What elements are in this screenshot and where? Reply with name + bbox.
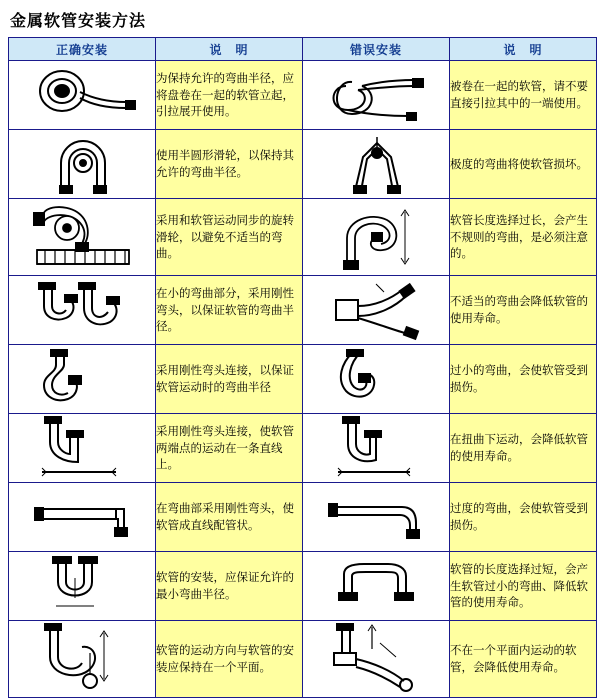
wrong-illustration-cell (303, 552, 450, 621)
table-row (9, 276, 597, 345)
wrong-description: 不适当的弯曲会降低软管的使用寿命。 (450, 276, 597, 345)
straight-pipe-elbow-icon (9, 491, 155, 543)
wrong-illustration-cell (303, 130, 450, 199)
wrong-illustration-cell (303, 621, 450, 698)
correct-description: 软管的安装，应保证允许的最小弯曲半径。 (156, 552, 303, 621)
correct-illustration-cell (9, 414, 156, 483)
correct-description: 使用半圆形滑轮，以保持其允许的弯曲半径。 (156, 130, 303, 199)
sharp-bend-pulley-icon (303, 133, 449, 195)
table-header (9, 38, 597, 61)
correct-illustration-cell (9, 61, 156, 130)
wrong-description: 在扭曲下运动，会降低软管的使用寿命。 (450, 414, 597, 483)
correct-description: 在弯曲部采用刚性弯头，使软管成直线配管状。 (156, 483, 303, 552)
column-header-wrong-desc: 说 明 (450, 38, 597, 61)
rigid-elbow-u-bend-icon (9, 347, 155, 411)
table-row (9, 61, 597, 130)
correct-description: 为保持允许的弯曲半径，应将盘卷在一起的软管立起，引拉展开使用。 (156, 61, 303, 130)
table-body (9, 61, 597, 698)
wrong-illustration-cell (303, 199, 450, 276)
wrong-description: 不在一个平面内运动的软管，会降低使用寿命。 (450, 621, 597, 698)
correct-description: 采用刚性弯头连接，以保证软管运动时的弯曲半径 (156, 345, 303, 414)
wrong-illustration-cell (303, 61, 450, 130)
rigid-elbow-straight-line-icon (9, 416, 155, 480)
wrong-description: 软管的长度选择过短，会产生软管过小的弯曲、降低软管的使用寿命。 (450, 552, 597, 621)
overlong-flat-loop-icon (303, 556, 449, 616)
improper-tight-bend-icon (303, 278, 449, 342)
correct-illustration-cell (9, 552, 156, 621)
too-small-bend-icon (303, 347, 449, 411)
correct-illustration-cell (9, 276, 156, 345)
wrong-description: 极度的弯曲将使软管损坏。 (450, 130, 597, 199)
excessive-bend-icon (303, 491, 449, 543)
wrong-description: 软管长度选择过长，会产生不规则的弯曲，是必须注意的。 (450, 199, 597, 276)
table-header-row (9, 38, 597, 61)
table-row (9, 552, 597, 621)
wrong-illustration-cell (303, 483, 450, 552)
coiled-hose-pulled-icon (303, 66, 449, 124)
min-bend-radius-loop-icon (9, 556, 155, 616)
same-plane-motion-icon (9, 623, 155, 695)
column-header-wrong-install: 错误安装 (303, 38, 450, 61)
correct-illustration-cell (9, 621, 156, 698)
wrong-description: 过小的弯曲，会使软管受到损伤。 (450, 345, 597, 414)
table-row (9, 199, 597, 276)
table-row (9, 345, 597, 414)
correct-illustration-cell (9, 199, 156, 276)
torsion-bend-icon (303, 416, 449, 480)
wrong-description: 被卷在一起的软管，请不要直接引拉其中的一端使用。 (450, 61, 597, 130)
rotating-sheave-chain-icon (9, 202, 155, 272)
table-row (9, 483, 597, 552)
correct-illustration-cell (9, 130, 156, 199)
correct-illustration-cell (9, 483, 156, 552)
coiled-hose-upright-icon (9, 66, 155, 124)
column-header-correct-install: 正确安装 (9, 38, 156, 61)
wrong-description: 过度的弯曲，会使软管受到损伤。 (450, 483, 597, 552)
correct-description: 采用刚性弯头连接，使软管两端点的运动在一条直线上。 (156, 414, 303, 483)
out-of-plane-motion-icon (303, 623, 449, 695)
correct-description: 在小的弯曲部分，采用刚性弯头，以保证软管的弯曲半径。 (156, 276, 303, 345)
wrong-illustration-cell (303, 345, 450, 414)
column-header-correct-desc: 说 明 (156, 38, 303, 61)
correct-description: 采用和软管运动同步的旋转滑轮，以避免不适当的弯曲。 (156, 199, 303, 276)
overlong-hose-loop-icon (303, 202, 449, 272)
installation-methods-table (8, 37, 597, 698)
semicircular-sheave-icon (9, 133, 155, 195)
table-row (9, 621, 597, 698)
correct-description: 软管的运动方向与软管的安装应保持在一个平面。 (156, 621, 303, 698)
correct-illustration-cell (9, 345, 156, 414)
page-title: 金属软管安装方法 (10, 11, 147, 30)
table-row (9, 130, 597, 199)
wrong-illustration-cell (303, 414, 450, 483)
rigid-elbow-small-bend-icon (9, 278, 155, 342)
table-row (9, 414, 597, 483)
wrong-illustration-cell (303, 276, 450, 345)
